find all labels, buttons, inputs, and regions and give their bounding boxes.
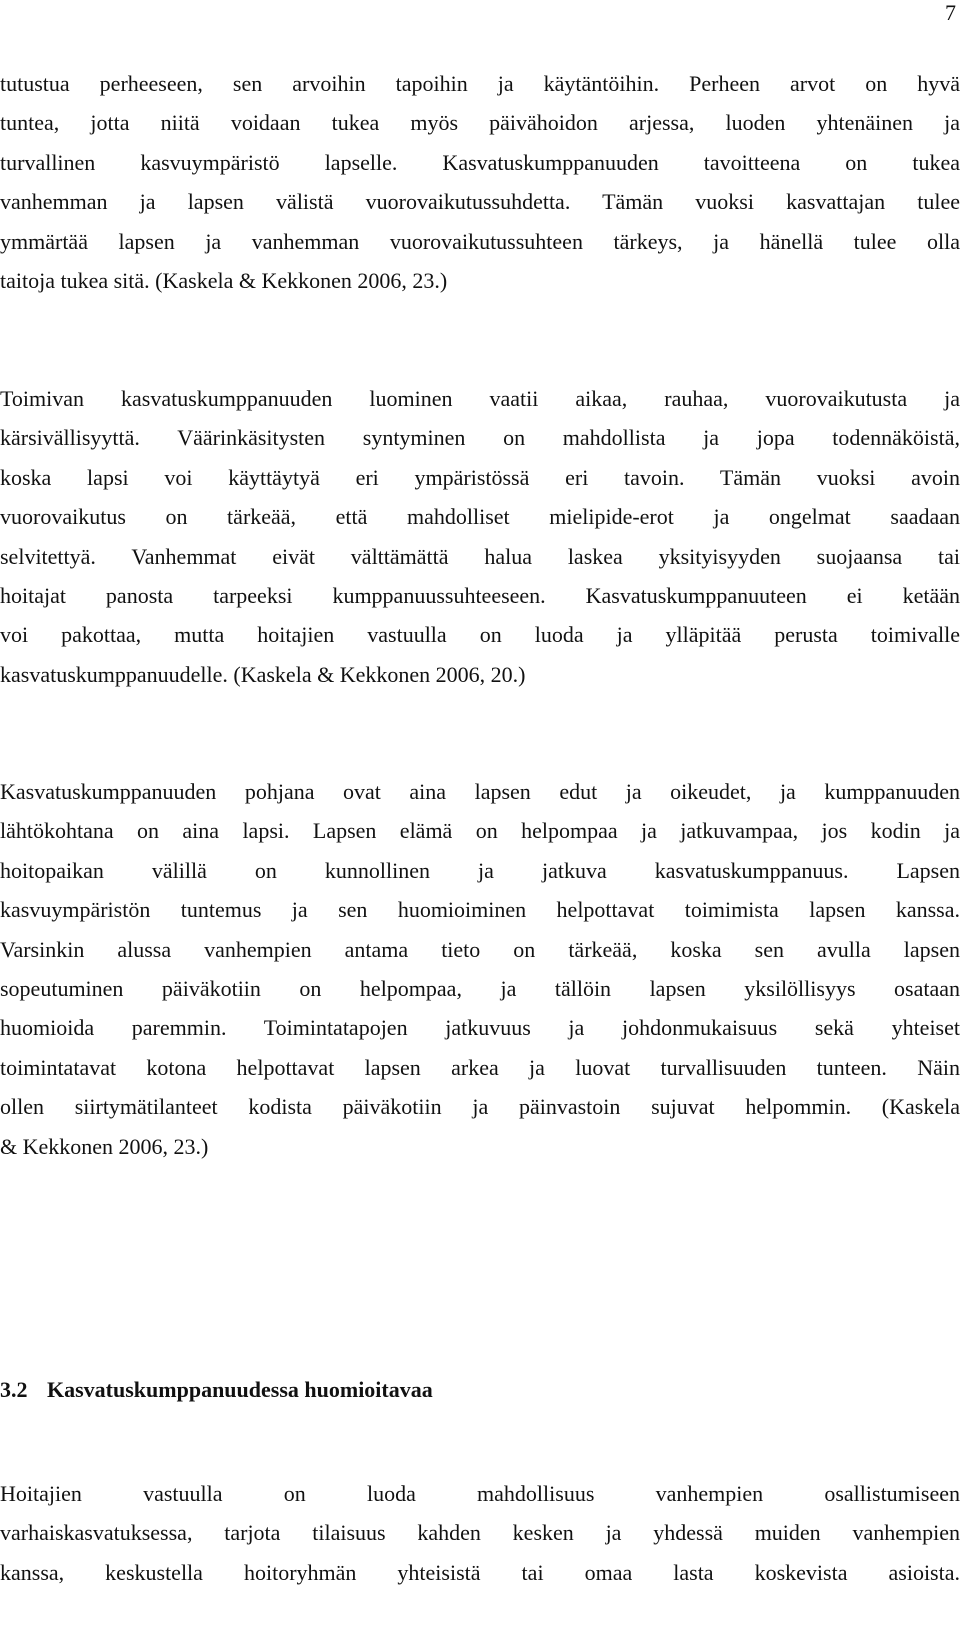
text-line: tutustua perheeseen, sen arvoihin tapoihin ja käytäntöihin. Perheen arvot on hyvä	[0, 71, 960, 96]
text-line: Toimivan kasvatuskumppanuuden luominen vaatii aikaa, rauhaa, vuorovaikutusta ja	[0, 386, 960, 411]
text-line: voi pakottaa, mutta hoitajien vastuulla on luoda ja ylläpitää perusta toimivalle	[0, 622, 960, 648]
section-number: 3.2	[0, 1377, 28, 1402]
text-line: Kasvatuskumppanuuden pohjana ovat aina lapsen edut ja oikeudet, ja kumppanuuden	[0, 779, 960, 804]
text-line: sopeutuminen päiväkotiin on helpompaa, ja tällöin lapsen yksilöllisyys osataan	[0, 975, 960, 1001]
text-line: kasvuympäristön tuntemus ja sen huomioiminen helpottavat toimimista lapsen kanssa.	[0, 897, 960, 923]
text-line: vanhemman ja lapsen välistä vuorovaikutussuhdetta. Tämän vuoksi kasvattajan tulee	[0, 189, 960, 215]
text-line: lähtökohtana on aina lapsi. Lapsen elämä on helpompaa ja jatkuvampaa, jos kodin ja	[0, 818, 960, 844]
text-line: selvitettyä. Vanhemmat eivät välttämättä halua laskea yksityisyyden suojaansa tai	[0, 543, 960, 569]
text-line: varhaiskasvatuksessa, tarjota tilaisuus kahden kesken ja yhdessä muiden vanhempien	[0, 1520, 960, 1546]
text-line: & Kekkonen 2006, 23.)	[0, 1133, 209, 1159]
text-line: hoitajat panosta tarpeeksi kumppanuussuhteeseen. Kasvatuskumppanuuteen ei ketään	[0, 582, 960, 608]
text-line: ymmärtää lapsen ja vanhemman vuorovaikutussuhteen tärkeys, ja hänellä tulee olla	[0, 228, 960, 254]
text-line: tuntea, jotta niitä voidaan tukea myös päivähoidon arjessa, luoden yhtenäinen ja	[0, 110, 960, 136]
paragraph-2	[0, 379, 960, 694]
page-number: 7	[945, 0, 956, 25]
text-line: vuorovaikutus on tärkeää, että mahdolliset mielipide-erot ja ongelmat saadaan	[0, 504, 960, 530]
text-line: Varsinkin alussa vanhempien antama tieto on tärkeää, koska sen avulla lapsen	[0, 936, 960, 962]
section-title: Kasvatuskumppanuudessa huomioitavaa	[47, 1377, 433, 1402]
text-line: koska lapsi voi käyttäytyä eri ympäristössä eri tavoin. Tämän vuoksi avoin	[0, 464, 960, 490]
text-line: turvallinen kasvuympäristö lapselle. Kasvatuskumppanuuden tavoitteena on tukea	[0, 149, 960, 175]
paragraph-4	[0, 1474, 960, 1592]
section-heading	[0, 1375, 433, 1405]
text-line: taitoja tukea sitä. (Kaskela & Kekkonen 2006, 23.)	[0, 267, 448, 293]
paragraph-1	[0, 64, 960, 300]
text-line: toimintatavat kotona helpottavat lapsen arkea ja luovat turvallisuuden tunteen. Näin	[0, 1054, 960, 1080]
text-line: ollen siirtymätilanteet kodista päiväkotiin ja päinvastoin sujuvat helpommin. (Kaskela	[0, 1094, 960, 1120]
text-line: Hoitajien vastuulla on luoda mahdollisuus vanhempien osallistumiseen	[0, 1481, 960, 1506]
text-line: kärsivällisyyttä. Väärinkäsitysten syntyminen on mahdollista ja jopa todennäköistä,	[0, 425, 960, 451]
text-line: huomioida paremmin. Toimintatapojen jatkuvuus ja johdonmukaisuus sekä yhteiset	[0, 1015, 960, 1041]
text-line: kanssa, keskustella hoitoryhmän yhteisistä tai omaa lasta koskevista asioista.	[0, 1559, 960, 1585]
text-line: hoitopaikan välillä on kunnollinen ja jatkuva kasvatuskumppanuus. Lapsen	[0, 857, 960, 883]
paragraph-3	[0, 772, 960, 1166]
text-line: kasvatuskumppanuudelle. (Kaskela & Kekkonen 2006, 20.)	[0, 661, 526, 687]
